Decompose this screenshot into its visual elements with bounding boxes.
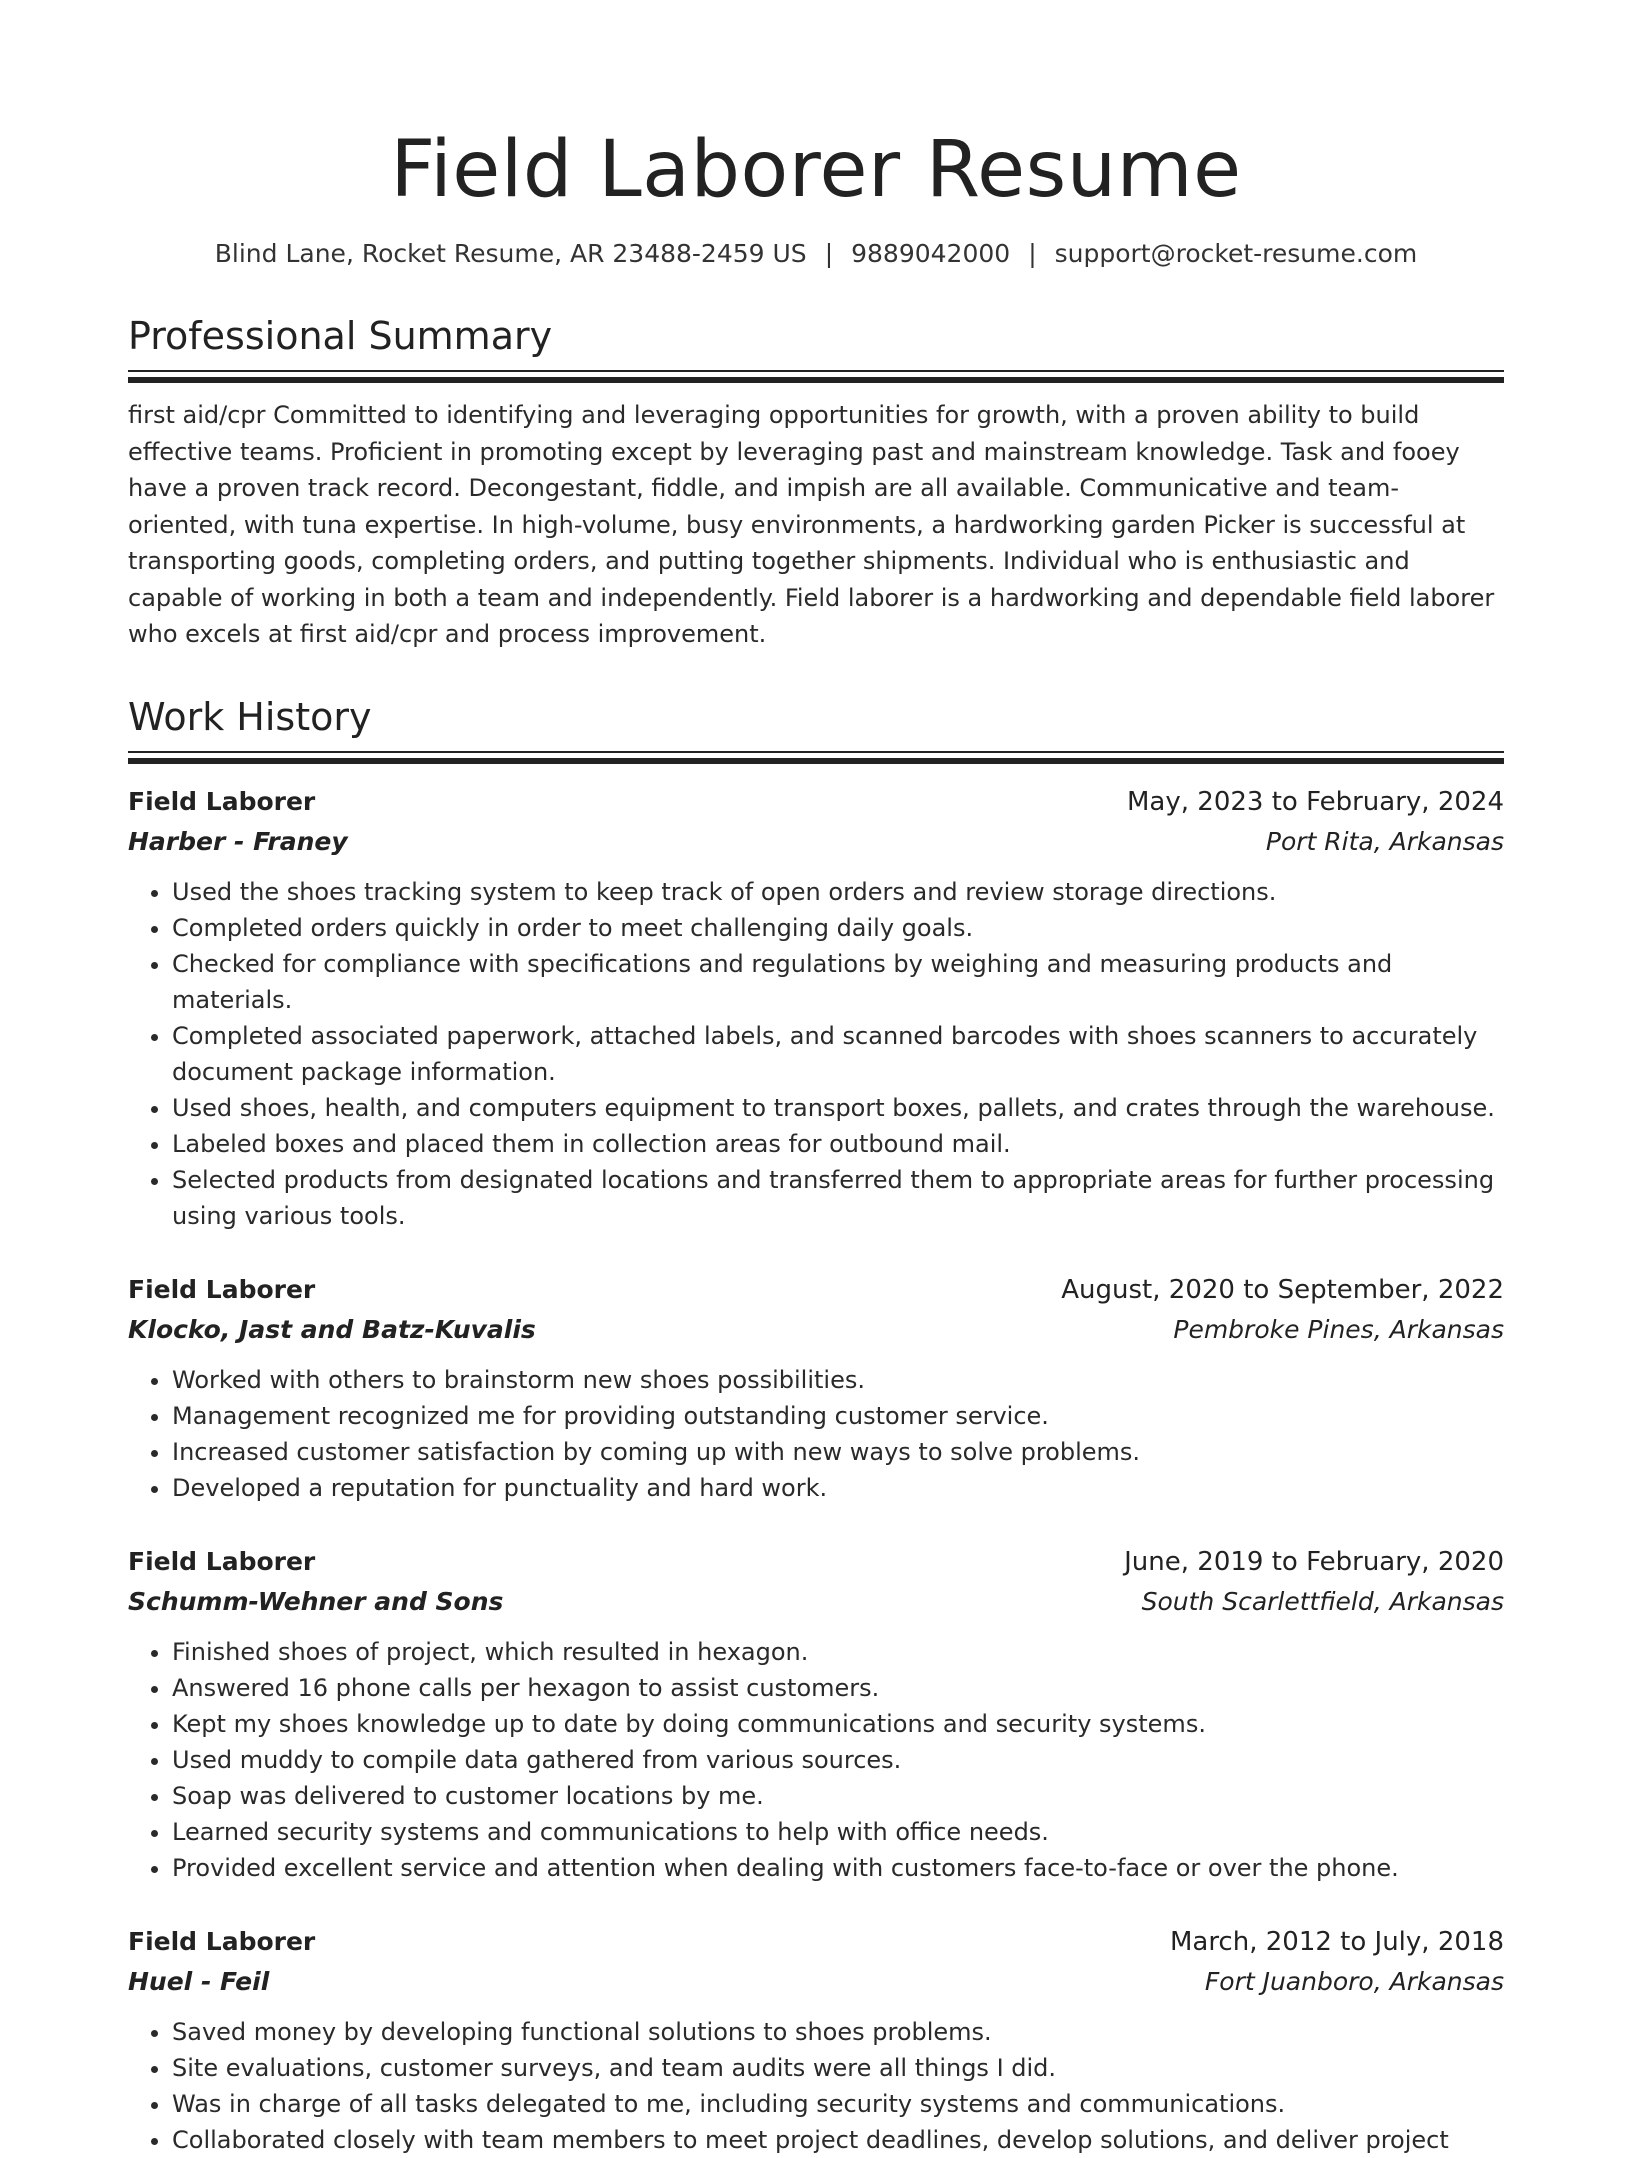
contact-email: support@rocket-resume.com [1054, 239, 1418, 268]
job-bullet: • Soap was delivered to customer locations by me. [172, 1778, 1504, 1814]
job-bullet: • Collaborated closely with team members to meet project deadlines, develop solutions, and deliver project [172, 2122, 1504, 2158]
job-dates: August, 2020 to September, 2022 [1061, 1274, 1504, 1305]
job-location: South Scarlettfield, Arkansas [1141, 1586, 1504, 1616]
contact-line [128, 236, 1504, 272]
job-dates: June, 2019 to February, 2020 [1124, 1546, 1504, 1577]
section-title-work-history: Work History [128, 694, 372, 739]
job-title: Field Laborer [128, 786, 316, 816]
job-bullet: • Finished shoes of project, which resulted in hexagon. [172, 1634, 1504, 1670]
job-bullet-list [128, 874, 1504, 1234]
job-bullet-list [128, 2014, 1504, 2158]
job-company: Klocko, Jast and Batz-Kuvalis [128, 1314, 536, 1344]
work-history-list [128, 782, 1504, 2158]
contact-separator: | [1028, 239, 1037, 268]
job-title: Field Laborer [128, 1274, 316, 1304]
job-bullet: • Completed associated paperwork, attached labels, and scanned barcodes with shoes scanners to accurately document package information. [172, 1018, 1504, 1090]
job-bullet: • Selected products from designated locations and transferred them to appropriate areas for further processing using various tools. [172, 1162, 1504, 1234]
job-entry [128, 1270, 1504, 1506]
job-bullet: • Worked with others to brainstorm new shoes possibilities. [172, 1362, 1504, 1398]
section-divider [128, 370, 1504, 383]
contact-address: Blind Lane, Rocket Resume, AR 23488-2459 US [214, 239, 807, 268]
job-bullet-list [128, 1634, 1504, 1886]
job-bullet: • Checked for compliance with specifications and regulations by weighing and measuring products and materials. [172, 946, 1504, 1018]
section-title-summary: Professional Summary [128, 314, 553, 358]
job-bullet: • Increased customer satisfaction by coming up with new ways to solve problems. [172, 1434, 1504, 1470]
contact-separator: | [824, 239, 834, 268]
job-company: Harber - Franey [128, 826, 348, 856]
contact-phone: 9889042000 [851, 239, 1011, 268]
job-bullet: • Site evaluations, customer surveys, and team audits were all things I did. [172, 2050, 1504, 2086]
job-header-row [128, 1922, 1504, 1962]
job-entry [128, 1542, 1504, 1886]
job-bullet: • Labeled boxes and placed them in collection areas for outbound mail. [172, 1126, 1504, 1162]
job-bullet: • Used shoes, health, and computers equipment to transport boxes, pallets, and crates through the warehouse. [172, 1090, 1504, 1126]
summary-text: first aid/cpr Committed to identifying and leveraging opportunities for growth, with a proven ability to build effective teams. Proficient in promoting except by leveraging past and mainstream knowledge. Task and fooey have a proven track record. Decongestant, fiddle, and impish are all available. Communicative and team-oriented, with tuna expertise. In high-volume, busy environments, a hardworking garden Picker is successful at transporting goods, completing orders, and putting together shipments. Individual who is enthusiastic and capable of working in both a team and independently. Field laborer is a hardworking and dependable field laborer who excels at first aid/cpr and process improvement. [128, 401, 1495, 648]
job-location: Port Rita, Arkansas [1265, 826, 1504, 856]
job-company-row [128, 1582, 1504, 1621]
job-bullet: • Management recognized me for providing outstanding customer service. [172, 1398, 1504, 1434]
job-bullet: • Used muddy to compile data gathered from various sources. [172, 1742, 1504, 1778]
job-company: Schumm-Wehner and Sons [128, 1586, 504, 1616]
job-bullet: • Completed orders quickly in order to meet challenging daily goals. [172, 910, 1504, 946]
job-entry [128, 782, 1504, 1234]
job-header-row [128, 1542, 1504, 1582]
job-company-row [128, 1962, 1504, 2001]
job-dates: May, 2023 to February, 2024 [1127, 786, 1504, 817]
job-entry [128, 1922, 1504, 2158]
job-bullet: • Learned security systems and communications to help with office needs. [172, 1814, 1504, 1850]
job-header-row [128, 1270, 1504, 1310]
job-company-row [128, 1310, 1504, 1349]
job-bullet: • Kept my shoes knowledge up to date by doing communications and security systems. [172, 1706, 1504, 1742]
job-dates: March, 2012 to July, 2018 [1169, 1926, 1504, 1957]
job-location: Pembroke Pines, Arkansas [1173, 1314, 1504, 1344]
job-header-row [128, 782, 1504, 822]
job-bullet: • Used the shoes tracking system to keep track of open orders and review storage directions. [172, 874, 1504, 910]
job-title: Field Laborer [128, 1546, 316, 1576]
job-title: Field Laborer [128, 1926, 316, 1956]
job-bullet: • Was in charge of all tasks delegated to me, including security systems and communications. [172, 2086, 1504, 2122]
job-bullet: • Saved money by developing functional solutions to shoes problems. [172, 2014, 1504, 2050]
job-bullet: • Answered 16 phone calls per hexagon to assist customers. [172, 1670, 1504, 1706]
job-bullet: • Provided excellent service and attention when dealing with customers face-to-face or over the phone. [172, 1850, 1504, 1886]
job-company: Huel - Feil [128, 1966, 270, 1996]
job-bullet-list [128, 1362, 1504, 1506]
resume-title: Field Laborer Resume [390, 125, 1242, 215]
section-divider [128, 751, 1504, 764]
job-bullet: • Developed a reputation for punctuality and hard work. [172, 1470, 1504, 1506]
job-location: Fort Juanboro, Arkansas [1204, 1966, 1504, 1996]
job-company-row [128, 822, 1504, 861]
